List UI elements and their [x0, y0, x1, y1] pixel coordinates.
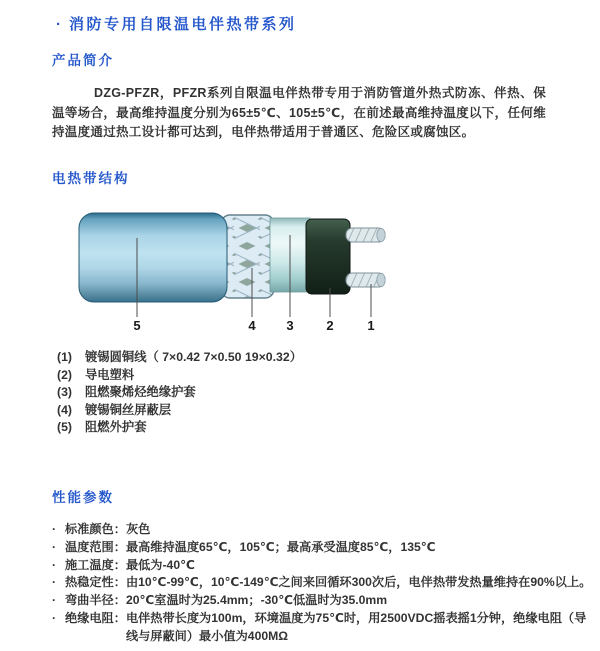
- parameter-label: 施工温度：: [65, 557, 126, 572]
- bullet-dot-icon: ·: [52, 610, 57, 625]
- legend-item-number: (4): [57, 402, 73, 417]
- legend-item: [57, 349, 302, 367]
- diagram-label-2: 2: [326, 318, 334, 333]
- diagram-label-4: 4: [248, 318, 256, 333]
- parameter-label: 温度范围：: [65, 539, 126, 554]
- legend-item: [57, 419, 302, 437]
- page-title-text: 消防专用自限温电伴热带系列: [69, 16, 297, 33]
- bullet-dot-icon: ·: [52, 557, 57, 572]
- legend-item: [57, 384, 302, 402]
- conductive-core-layer: [306, 219, 350, 294]
- section-heading-product-intro: 产品简介: [52, 53, 114, 68]
- title-bullet-icon: ·: [56, 16, 61, 33]
- cable-structure-diagram: [78, 210, 400, 342]
- legend-item-text: 镀锡圆铜线（ 7×0.42 7×0.50 19×0.32）: [85, 350, 303, 364]
- structure-legend-list: [57, 349, 302, 437]
- legend-item-number: (2): [57, 367, 73, 382]
- diagram-label-3: 3: [286, 318, 294, 333]
- legend-item-text: 阻燃聚烯烃绝缘护套: [85, 385, 196, 399]
- performance-item: [52, 610, 597, 646]
- bullet-dot-icon: ·: [52, 522, 57, 536]
- performance-item: [52, 521, 597, 539]
- parameter-label: 弯曲半径：: [65, 593, 126, 608]
- legend-item-number: (1): [57, 350, 73, 364]
- bullet-dot-icon: ·: [52, 575, 57, 590]
- legend-item-text: 阻燃外护套: [85, 420, 147, 434]
- copper-wires: [346, 228, 385, 287]
- intro-paragraph: DZG-PFZR，PFZR系列自限温电伴热带专用于消防管道外热式防冻、伴热、保温等场合，最高维持温度分别为65±5℃、105±5℃，在前述最高维持温度以下，任何维持温度通过热工设计都可达到，电伴热带适用于普通区、危险区或腐蚀区。: [52, 86, 546, 139]
- section-heading-cable-structure: 电热带结构: [52, 171, 130, 186]
- parameter-value: 由10℃-99℃，10℃-149℃之间来回循环300次后，电伴热带发热量维持在90%以上。: [125, 575, 592, 590]
- performance-item: [52, 592, 597, 610]
- legend-item-text: 镀锡铜丝屏蔽层: [85, 402, 172, 417]
- parameter-label: 热稳定性：: [65, 575, 126, 590]
- legend-item-number: (5): [57, 420, 73, 434]
- parameter-value: 20℃室温时为25.4mm；-30℃低温时为35.0mm: [125, 593, 388, 608]
- braid-shield-layer: [221, 215, 274, 298]
- parameter-value: 最高维持温度65℃，105℃；最高承受温度85℃，135℃: [125, 539, 436, 554]
- outer-jacket-layer: [79, 213, 227, 302]
- legend-item-number: (3): [57, 385, 73, 399]
- parameter-value: 灰色: [125, 522, 151, 536]
- legend-item: [57, 402, 302, 420]
- diagram-label-5: 5: [133, 318, 141, 333]
- legend-item-text: 导电塑料: [85, 367, 135, 382]
- performance-item: [52, 574, 597, 592]
- performance-item: [52, 557, 597, 575]
- legend-item: [57, 367, 302, 385]
- performance-parameter-list: [52, 521, 597, 646]
- bullet-dot-icon: ·: [52, 593, 57, 608]
- parameter-label: 标准颜色：: [65, 522, 126, 536]
- diagram-label-1: 1: [367, 318, 375, 333]
- cable-cutaway-illustration: [78, 210, 400, 342]
- section-heading-performance: 性能参数: [52, 490, 114, 505]
- page-title: [56, 13, 297, 34]
- performance-item: [52, 539, 597, 557]
- parameter-value: 电伴热带长度为100m，环境温度为75℃时，用2500VDC摇表摇1分钟，绝缘电阻（导线与屏蔽间）最小值为400MΩ: [125, 610, 587, 643]
- parameter-value: 最低为-40℃: [125, 557, 195, 572]
- bullet-dot-icon: ·: [52, 539, 57, 554]
- parameter-label: 绝缘电阻：: [65, 610, 126, 625]
